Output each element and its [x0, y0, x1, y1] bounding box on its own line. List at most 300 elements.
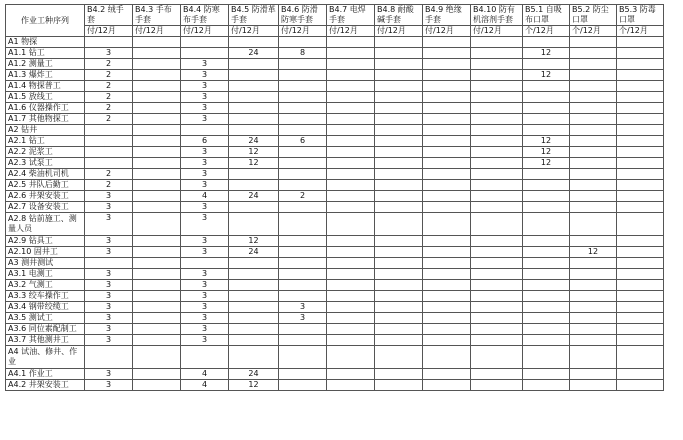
table-cell — [523, 369, 570, 380]
row-label: A2.1 钻工 — [6, 136, 85, 147]
table-cell — [617, 202, 664, 213]
table-cell — [279, 269, 327, 280]
row-label: A1.5 放线工 — [6, 92, 85, 103]
table-cell — [570, 280, 617, 291]
table-cell — [617, 191, 664, 202]
table-cell: 3 — [85, 380, 133, 391]
row-label: A2.7 设备安装工 — [6, 202, 85, 213]
table-cell — [617, 92, 664, 103]
table-cell — [327, 236, 375, 247]
table-row — [6, 114, 664, 125]
table-cell — [375, 302, 423, 313]
table-cell — [471, 202, 523, 213]
table-cell: 2 — [279, 191, 327, 202]
table-cell — [133, 291, 181, 302]
row-label: A1.4 物探普工 — [6, 81, 85, 92]
table-cell — [423, 81, 471, 92]
table-cell — [229, 180, 279, 191]
table-row — [6, 169, 664, 180]
unit-header-row — [6, 26, 664, 37]
table-cell — [570, 335, 617, 346]
table-cell — [327, 324, 375, 335]
table-cell — [570, 180, 617, 191]
table-cell — [423, 147, 471, 158]
column-unit: 付/12月 — [85, 26, 133, 37]
row-label: A2.2 泥浆工 — [6, 147, 85, 158]
table-cell — [375, 125, 423, 136]
table-cell — [229, 258, 279, 269]
column-header: B5.2 防尘口罩 — [570, 5, 617, 26]
row-label: A1.7 其他物探工 — [6, 114, 85, 125]
table-cell — [279, 280, 327, 291]
row-label: A2.10 固井工 — [6, 247, 85, 258]
table-cell — [133, 324, 181, 335]
table-row — [6, 136, 664, 147]
table-cell: 12 — [229, 380, 279, 391]
column-unit: 个/12月 — [523, 26, 570, 37]
table-cell — [229, 59, 279, 70]
table-cell — [570, 258, 617, 269]
table-cell: 3 — [181, 291, 229, 302]
table-cell — [229, 302, 279, 313]
table-cell — [617, 302, 664, 313]
table-cell — [423, 136, 471, 147]
table-cell — [229, 103, 279, 114]
table-cell — [423, 335, 471, 346]
table-cell — [279, 169, 327, 180]
column-unit: 付/12月 — [471, 26, 523, 37]
table-row — [6, 324, 664, 335]
table-cell — [375, 269, 423, 280]
table-cell: 2 — [85, 92, 133, 103]
table-cell — [471, 136, 523, 147]
table-cell — [229, 291, 279, 302]
column-header-row — [6, 5, 664, 26]
table-cell: 3 — [181, 335, 229, 346]
table-cell — [423, 369, 471, 380]
table-cell — [133, 202, 181, 213]
table-cell — [523, 291, 570, 302]
table-cell — [471, 103, 523, 114]
table-cell — [279, 335, 327, 346]
table-cell — [570, 313, 617, 324]
table-cell — [570, 380, 617, 391]
table-cell — [375, 147, 423, 158]
table-cell — [570, 37, 617, 48]
table-cell — [279, 258, 327, 269]
table-row — [6, 37, 664, 48]
table-cell — [327, 280, 375, 291]
table-cell — [85, 125, 133, 136]
table-cell — [279, 158, 327, 169]
table-cell — [375, 37, 423, 48]
table-cell — [375, 346, 423, 369]
table-cell — [133, 59, 181, 70]
table-cell — [423, 280, 471, 291]
table-row — [6, 125, 664, 136]
table-cell — [423, 191, 471, 202]
column-unit: 付/12月 — [327, 26, 375, 37]
column-header: B4.7 电焊手套 — [327, 5, 375, 26]
table-cell — [375, 114, 423, 125]
table-cell — [617, 136, 664, 147]
table-cell — [471, 147, 523, 158]
table-cell — [327, 302, 375, 313]
table-cell — [570, 213, 617, 236]
table-cell — [133, 335, 181, 346]
table-cell: 12 — [570, 247, 617, 258]
table-cell — [570, 158, 617, 169]
table-cell: 2 — [85, 180, 133, 191]
table-cell — [133, 258, 181, 269]
table-cell — [85, 158, 133, 169]
table-cell — [181, 125, 229, 136]
table-cell — [471, 114, 523, 125]
row-label: A2 钻井 — [6, 125, 85, 136]
table-cell — [133, 103, 181, 114]
table-cell: 2 — [85, 114, 133, 125]
column-unit: 个/12月 — [617, 26, 664, 37]
table-cell — [327, 180, 375, 191]
table-cell — [327, 346, 375, 369]
table-cell: 3 — [181, 158, 229, 169]
column-header: B4.3 手布手套 — [133, 5, 181, 26]
row-label: A3.7 其他测井工 — [6, 335, 85, 346]
table-cell — [523, 269, 570, 280]
table-cell: 3 — [85, 236, 133, 247]
table-row — [6, 92, 664, 103]
table-row — [6, 158, 664, 169]
table-cell: 3 — [85, 202, 133, 213]
table-cell — [471, 324, 523, 335]
table-cell — [617, 313, 664, 324]
row-label: A1.3 爆炸工 — [6, 70, 85, 81]
table-cell — [85, 147, 133, 158]
table-cell: 8 — [279, 48, 327, 59]
table-cell: 24 — [229, 136, 279, 147]
table-row — [6, 369, 664, 380]
table-cell: 12 — [523, 158, 570, 169]
table-cell — [375, 81, 423, 92]
table-cell — [523, 247, 570, 258]
table-cell — [327, 247, 375, 258]
table-cell: 3 — [85, 324, 133, 335]
table-cell — [181, 48, 229, 59]
table-cell: 6 — [279, 136, 327, 147]
table-cell — [423, 346, 471, 369]
table-cell — [327, 147, 375, 158]
table-cell — [279, 369, 327, 380]
table-cell — [279, 147, 327, 158]
table-cell — [471, 59, 523, 70]
table-cell — [279, 380, 327, 391]
table-cell — [471, 335, 523, 346]
row-label: A2.8 钻前施工、测量人员 — [6, 213, 85, 236]
table-cell — [570, 369, 617, 380]
table-cell — [327, 125, 375, 136]
table-cell: 3 — [85, 280, 133, 291]
table-cell — [375, 103, 423, 114]
table-cell: 12 — [229, 158, 279, 169]
table-cell — [375, 136, 423, 147]
table-cell — [327, 114, 375, 125]
table-cell — [375, 380, 423, 391]
table-cell: 3 — [85, 213, 133, 236]
table-cell — [327, 158, 375, 169]
table-cell: 3 — [85, 291, 133, 302]
table-cell — [229, 70, 279, 81]
table-cell: 24 — [229, 369, 279, 380]
table-cell — [133, 70, 181, 81]
table-cell: 3 — [181, 313, 229, 324]
table-cell — [523, 37, 570, 48]
table-cell — [523, 125, 570, 136]
table-cell — [133, 180, 181, 191]
table-cell — [85, 136, 133, 147]
table-cell — [375, 369, 423, 380]
table-cell: 3 — [85, 191, 133, 202]
table-cell — [423, 324, 471, 335]
table-cell — [423, 59, 471, 70]
table-cell: 3 — [279, 302, 327, 313]
table-cell: 2 — [85, 103, 133, 114]
table-cell: 3 — [279, 313, 327, 324]
table-row — [6, 313, 664, 324]
table-row — [6, 103, 664, 114]
row-label: A1.6 仪器操作工 — [6, 103, 85, 114]
table-row — [6, 202, 664, 213]
row-label: A3.2 气测工 — [6, 280, 85, 291]
table-cell: 3 — [85, 313, 133, 324]
table-cell: 3 — [85, 269, 133, 280]
table-cell — [181, 258, 229, 269]
table-cell — [181, 346, 229, 369]
table-cell — [229, 213, 279, 236]
table-cell: 3 — [181, 70, 229, 81]
table-cell — [617, 103, 664, 114]
table-cell — [617, 247, 664, 258]
table-cell — [423, 269, 471, 280]
table-cell — [471, 258, 523, 269]
table-cell — [229, 269, 279, 280]
table-cell — [279, 70, 327, 81]
table-cell — [423, 158, 471, 169]
table-cell — [375, 247, 423, 258]
row-label: A2.3 试泵工 — [6, 158, 85, 169]
table-cell — [133, 191, 181, 202]
table-cell — [327, 169, 375, 180]
table-cell — [279, 247, 327, 258]
table-cell — [523, 313, 570, 324]
row-label: A1 物探 — [6, 37, 85, 48]
table-cell: 3 — [85, 369, 133, 380]
table-cell — [471, 247, 523, 258]
table-cell — [523, 103, 570, 114]
table-cell — [229, 346, 279, 369]
table-cell — [133, 346, 181, 369]
table-cell: 3 — [181, 169, 229, 180]
table-cell — [229, 280, 279, 291]
column-unit: 付/12月 — [423, 26, 471, 37]
table-cell: 3 — [181, 81, 229, 92]
table-cell — [471, 291, 523, 302]
table-cell — [570, 269, 617, 280]
table-cell — [327, 269, 375, 280]
table-cell — [375, 59, 423, 70]
table-cell — [523, 191, 570, 202]
table-cell — [279, 324, 327, 335]
table-row — [6, 48, 664, 59]
table-row — [6, 346, 664, 369]
table-row — [6, 335, 664, 346]
table-cell — [327, 380, 375, 391]
table-cell: 12 — [523, 136, 570, 147]
table-cell — [279, 202, 327, 213]
table-cell — [570, 70, 617, 81]
table-cell: 2 — [85, 169, 133, 180]
table-cell — [133, 380, 181, 391]
table-cell — [471, 158, 523, 169]
table-cell — [327, 291, 375, 302]
table-cell — [570, 48, 617, 59]
table-cell — [617, 81, 664, 92]
table-cell — [617, 59, 664, 70]
table-cell — [523, 346, 570, 369]
table-cell — [375, 180, 423, 191]
table-row — [6, 147, 664, 158]
table-cell — [229, 335, 279, 346]
table-cell — [523, 302, 570, 313]
table-cell — [279, 291, 327, 302]
table-cell: 3 — [181, 302, 229, 313]
table-body — [6, 5, 664, 391]
table-cell — [471, 369, 523, 380]
table-cell — [471, 236, 523, 247]
table-cell — [471, 37, 523, 48]
table-cell: 3 — [85, 247, 133, 258]
table-cell — [423, 291, 471, 302]
row-label: A2.6 井架安装工 — [6, 191, 85, 202]
table-cell — [133, 114, 181, 125]
column-header: B4.9 绝缘手套 — [423, 5, 471, 26]
table-cell — [570, 147, 617, 158]
table-cell — [229, 114, 279, 125]
table-cell — [523, 92, 570, 103]
table-cell — [327, 81, 375, 92]
table-cell — [523, 180, 570, 191]
row-label: A2.5 井队后勤工 — [6, 180, 85, 191]
table-cell — [375, 48, 423, 59]
table-cell — [471, 346, 523, 369]
table-cell — [279, 81, 327, 92]
table-cell — [229, 202, 279, 213]
table-cell — [133, 236, 181, 247]
table-row — [6, 247, 664, 258]
table-cell — [570, 81, 617, 92]
table-cell: 3 — [85, 48, 133, 59]
table-cell — [617, 147, 664, 158]
table-cell — [327, 70, 375, 81]
row-label: A4.2 井架安装工 — [6, 380, 85, 391]
table-cell — [327, 202, 375, 213]
table-cell — [85, 258, 133, 269]
table-cell — [570, 169, 617, 180]
table-cell — [375, 213, 423, 236]
table-cell — [327, 37, 375, 48]
table-cell — [85, 346, 133, 369]
table-row — [6, 236, 664, 247]
table-cell — [133, 125, 181, 136]
table-cell — [279, 125, 327, 136]
table-cell — [617, 269, 664, 280]
table-cell: 2 — [85, 81, 133, 92]
table-cell — [375, 258, 423, 269]
table-cell — [523, 59, 570, 70]
table-cell — [423, 380, 471, 391]
table-cell — [133, 169, 181, 180]
table-cell — [229, 324, 279, 335]
table-cell — [617, 48, 664, 59]
row-label: A1.2 测量工 — [6, 59, 85, 70]
table-cell — [471, 81, 523, 92]
table-cell — [375, 191, 423, 202]
table-cell — [279, 59, 327, 70]
table-cell — [133, 81, 181, 92]
row-label: A4 试油、修井、作业 — [6, 346, 85, 369]
table-cell — [471, 280, 523, 291]
table-cell: 3 — [85, 335, 133, 346]
table-cell — [523, 324, 570, 335]
table-cell: 3 — [181, 269, 229, 280]
column-unit: 付/12月 — [279, 26, 327, 37]
table-row — [6, 59, 664, 70]
column-header: B4.10 防有机溶剂手套 — [471, 5, 523, 26]
table-cell — [570, 103, 617, 114]
table-cell: 12 — [523, 48, 570, 59]
table-cell — [570, 191, 617, 202]
table-cell — [133, 313, 181, 324]
table-cell — [471, 48, 523, 59]
table-cell: 3 — [181, 103, 229, 114]
table-cell: 3 — [181, 59, 229, 70]
table-cell — [617, 114, 664, 125]
table-cell — [375, 291, 423, 302]
column-header: B5.3 防毒口罩 — [617, 5, 664, 26]
table-cell: 24 — [229, 48, 279, 59]
table-row — [6, 291, 664, 302]
table-cell — [85, 37, 133, 48]
table-cell: 3 — [181, 147, 229, 158]
table-cell: 3 — [181, 280, 229, 291]
row-label: A1.1 钻工 — [6, 48, 85, 59]
table-cell: 12 — [523, 70, 570, 81]
table-cell: 3 — [85, 302, 133, 313]
table-cell — [279, 213, 327, 236]
table-cell — [423, 180, 471, 191]
table-cell — [471, 302, 523, 313]
table-row — [6, 191, 664, 202]
table-cell: 24 — [229, 191, 279, 202]
table-cell — [617, 346, 664, 369]
table-cell — [327, 258, 375, 269]
table-row — [6, 269, 664, 280]
table-cell — [133, 136, 181, 147]
table-row — [6, 70, 664, 81]
row-label: A2.9 钻具工 — [6, 236, 85, 247]
table-cell — [423, 202, 471, 213]
table-cell — [471, 191, 523, 202]
table-cell — [617, 280, 664, 291]
